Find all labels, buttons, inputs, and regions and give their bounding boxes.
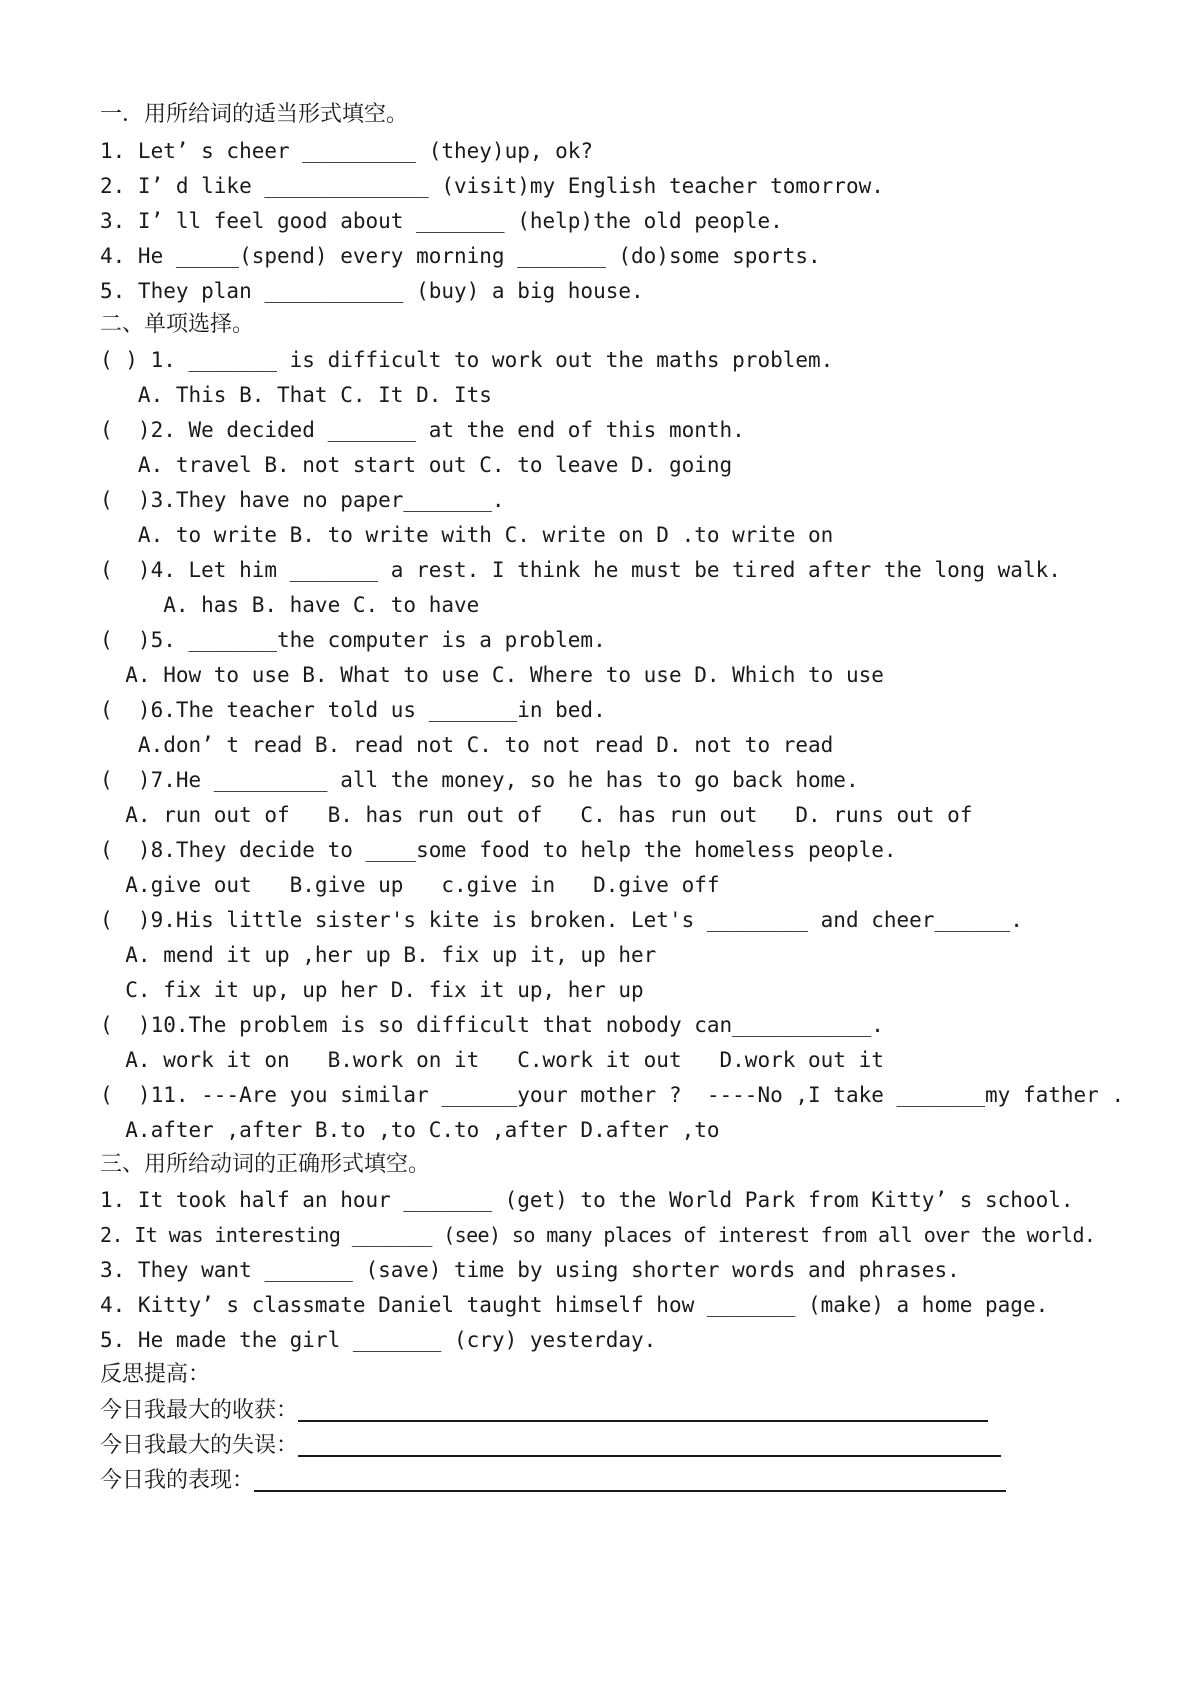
reflection-gain-blank[interactable]: [298, 1420, 988, 1422]
question-1-options: A. This B. That C. It D. Its: [100, 383, 492, 407]
question-7-options: A. run out of B. has run out of C. has run out D. runs out of: [100, 803, 973, 827]
question-8: ( )8.They decide to ____some food to help the homeless people.: [100, 838, 897, 862]
reflection-performance-row: [100, 1462, 1006, 1496]
section1-item-2: 2. I’ d like _____________ (visit)my English teacher tomorrow.: [100, 174, 884, 198]
question-11: ( )11. ---Are you similar ______your mother ? ----No ,I take _______my father .: [100, 1083, 1125, 1107]
section3-item-5: 5. He made the girl _______ (cry) yesterday.: [100, 1328, 657, 1352]
reflection-heading: 反思提高：: [100, 1362, 211, 1387]
question-1: ( ) 1. _______ is difficult to work out the maths problem.: [100, 348, 834, 372]
question-3-options: A. to write B. to write with C. write on D .to write on: [100, 523, 834, 547]
question-11-options: A.after ,after B.to ,to C.to ,after D.after ,to: [100, 1118, 720, 1142]
question-10: ( )10.The problem is so difficult that nobody can___________.: [100, 1013, 884, 1037]
question-2-options: A. travel B. not start out C. to leave D. going: [100, 453, 733, 477]
question-5: ( )5. _______the computer is a problem.: [100, 628, 606, 652]
question-3: ( )3.They have no paper_______.: [100, 488, 505, 512]
reflection-mistake-row: [100, 1427, 1001, 1461]
question-9-options-ab: A. mend it up ,her up B. fix up it, up her: [100, 943, 657, 967]
reflection-gain-row: [100, 1392, 988, 1426]
section1-item-3: 3. I’ ll feel good about _______ (help)the old people.: [100, 209, 783, 233]
question-4-options: A. has B. have C. to have: [100, 593, 480, 617]
question-10-options: A. work it on B.work on it C.work it out D.work out it: [100, 1048, 884, 1072]
reflection-gain-label: 今日我最大的收获：: [100, 1398, 299, 1423]
question-9-options-cd: C. fix it up, up her D. fix it up, her up: [100, 978, 644, 1002]
section3-heading: 三、用所给动词的正确形式填空。: [100, 1152, 431, 1177]
question-6-options: A.don’ t read B. read not C. to not read D. not to read: [100, 733, 834, 757]
section1-item-1: 1. Let’ s cheer _________ (they)up, ok?: [100, 139, 594, 163]
section2-heading: 二、单项选择。: [100, 312, 255, 337]
section3-item-2: 2. It was interesting _______ (see) so many places of interest from all over the world.: [100, 1223, 1096, 1247]
section3-item-4: 4. Kitty’ s classmate Daniel taught himself how _______ (make) a home page.: [100, 1293, 1049, 1317]
question-4: ( )4. Let him _______ a rest. I think he must be tired after the long walk.: [100, 558, 1061, 582]
question-5-options: A. How to use B. What to use C. Where to use D. Which to use: [100, 663, 884, 687]
section1-item-4: 4. He _____(spend) every morning _______ (do)some sports.: [100, 244, 821, 268]
section3-item-1: 1. It took half an hour _______ (get) to the World Park from Kitty’ s school.: [100, 1188, 1074, 1212]
reflection-mistake-blank[interactable]: [298, 1455, 1001, 1457]
question-6: ( )6.The teacher told us _______in bed.: [100, 698, 606, 722]
reflection-performance-blank[interactable]: [254, 1490, 1006, 1492]
question-9: ( )9.His little sister's kite is broken. Let's ________ and cheer______.: [100, 908, 1023, 932]
reflection-performance-label: 今日我的表现：: [100, 1468, 255, 1493]
section1-heading: 一．用所给词的适当形式填空。: [100, 102, 409, 127]
reflection-mistake-label: 今日我最大的失误：: [100, 1433, 299, 1458]
section3-item-3: 3. They want _______ (save) time by using shorter words and phrases.: [100, 1258, 960, 1282]
question-7: ( )7.He _________ all the money, so he has to go back home.: [100, 768, 859, 792]
question-2: ( )2. We decided _______ at the end of this month.: [100, 418, 745, 442]
section1-item-5: 5. They plan ___________ (buy) a big house.: [100, 279, 644, 303]
question-8-options: A.give out B.give up c.give in D.give off: [100, 873, 720, 897]
